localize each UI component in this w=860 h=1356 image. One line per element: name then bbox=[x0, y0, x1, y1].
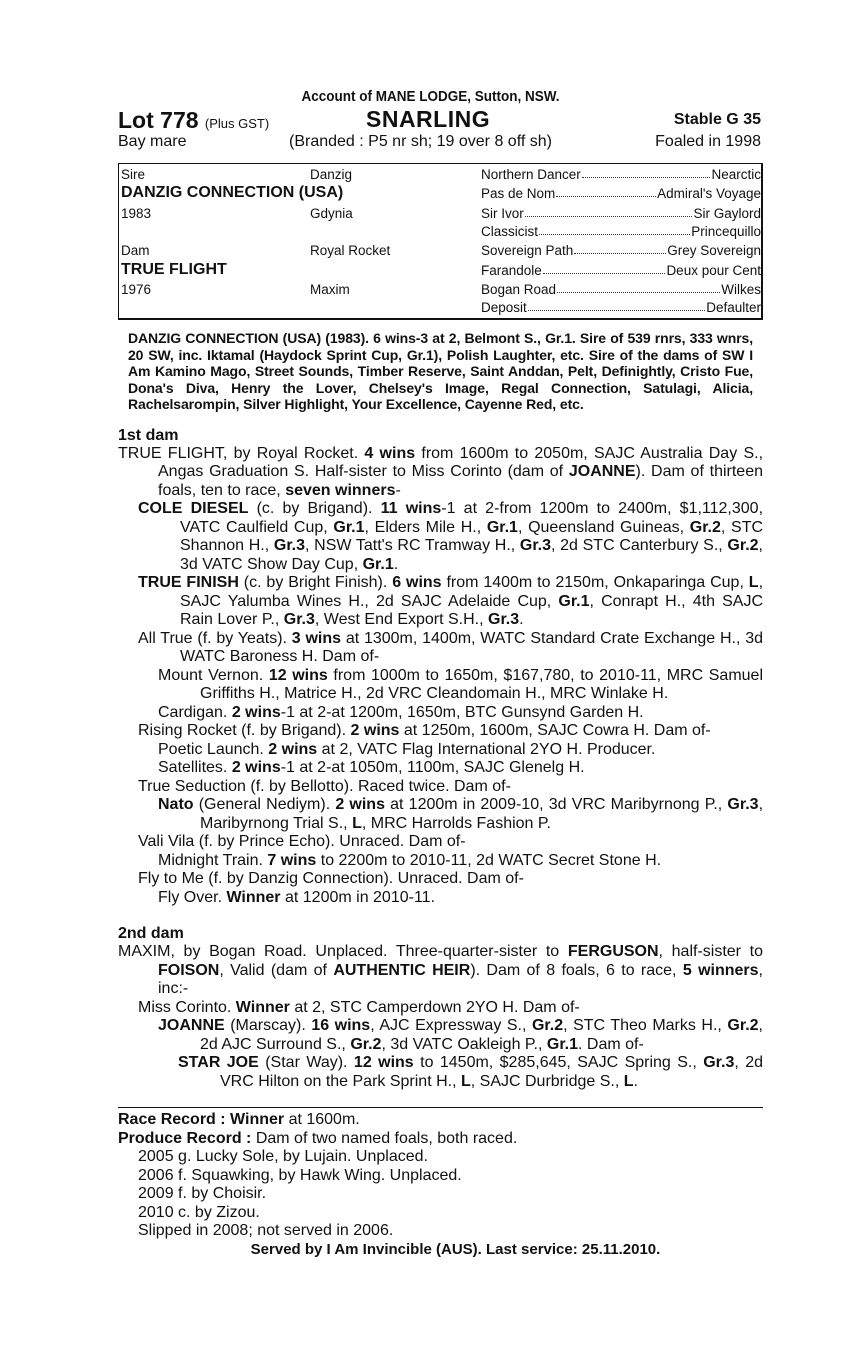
bold-text: 12 wins bbox=[353, 1054, 414, 1071]
ancestor-sire: Deux pour Cent bbox=[666, 263, 761, 278]
entry-text: , 3d VATC Show Day Cup, bbox=[180, 537, 763, 573]
pedigree-entry bbox=[118, 943, 763, 999]
ancestor-sire: Admiral's Voyage bbox=[657, 186, 761, 201]
entry-text: , SAJC Yalumba Wines H., 2d SAJC Adelaide Cup, bbox=[180, 574, 764, 610]
bold-text: COLE DIESEL bbox=[138, 500, 249, 517]
pedigree-entry bbox=[118, 796, 763, 833]
produce-list bbox=[118, 1148, 763, 1241]
bold-text: FERGUSON bbox=[567, 943, 659, 960]
pedigree-entry bbox=[118, 833, 763, 852]
entry-text: , inc:- bbox=[158, 961, 763, 997]
ancestor-row bbox=[481, 300, 761, 315]
ancestor-name: Bogan Road bbox=[481, 282, 557, 297]
dam-label: Dam bbox=[121, 243, 150, 258]
produce-item: 2005 g. Lucky Sole, by Lujain. Unplaced. bbox=[138, 1148, 428, 1165]
ancestor-row bbox=[481, 263, 761, 278]
ancestor-name: Sir Ivor bbox=[481, 206, 524, 221]
entry-text: -1 at 2-at 1050m, 1100m, SAJC Glenelg H. bbox=[280, 759, 585, 776]
bold-text: Gr.3 bbox=[273, 537, 306, 554]
bold-text: Gr.1 bbox=[362, 555, 394, 573]
vendor-account: Account of MANE LODGE, Sutton, NSW. bbox=[301, 88, 560, 105]
bold-text: Gr.3 bbox=[488, 611, 520, 628]
race-record-value: Winner bbox=[230, 1111, 285, 1128]
entry-text: TRUE FLIGHT, by Royal Rocket. bbox=[118, 444, 365, 462]
bold-text: L bbox=[623, 1072, 634, 1090]
bold-text: Gr.2 bbox=[689, 518, 721, 536]
entry-text: . bbox=[633, 1072, 638, 1090]
entry-text: to 1450m, $285,645, SAJC Spring S., bbox=[413, 1054, 704, 1071]
leader-dots bbox=[528, 300, 705, 311]
bold-text: Gr.2 bbox=[727, 1017, 759, 1034]
entry-text: at 1200m in 2009-10, 3d VRC Maribyrnong P., bbox=[384, 796, 728, 813]
bold-text: L bbox=[352, 814, 362, 832]
race-record-label: Race Record : bbox=[118, 1111, 231, 1128]
entry-text: (c. by Brigand). bbox=[248, 500, 381, 517]
bold-text: TRUE FINISH bbox=[138, 574, 239, 591]
produce-item: 2009 f. by Choisir. bbox=[138, 1185, 267, 1202]
entry-text: Midnight Train. bbox=[158, 851, 268, 869]
entry-text: Cardigan. bbox=[158, 703, 232, 721]
entry-text: - bbox=[395, 481, 401, 499]
leader-dots bbox=[543, 263, 666, 274]
pedigree-entry bbox=[118, 574, 763, 630]
brand-marks: (Branded : P5 nr sh; 19 over 8 off sh) bbox=[289, 133, 552, 150]
ancestor-row bbox=[481, 206, 761, 221]
ancestor-name: Classicist bbox=[481, 224, 539, 239]
entry-text: . bbox=[519, 611, 524, 628]
entry-text: , 2d VRC Hilton on the Park Sprint H., bbox=[220, 1054, 764, 1090]
entry-text: True Seduction (f. by Bellotto). Raced twice. Dam of- bbox=[138, 777, 511, 795]
produce-item: 2010 c. by Zizou. bbox=[138, 1203, 260, 1221]
bold-text: 5 winners bbox=[682, 961, 759, 979]
sire-year: 1983 bbox=[121, 206, 152, 221]
ancestor-row bbox=[481, 282, 761, 297]
entry-text: ). Dam of thirteen foals, ten to race, bbox=[158, 463, 763, 499]
entry-text: (Marscay). bbox=[224, 1017, 312, 1034]
entry-text: Miss Corinto. bbox=[138, 998, 236, 1016]
entry-text: at 2, STC Camperdown 2YO H. Dam of- bbox=[289, 998, 580, 1016]
entry-text: , Elders Mile H., bbox=[364, 518, 487, 536]
catalogue-page bbox=[118, 88, 763, 1259]
served-by: Served by I Am Invincible (AUS). Last service: 25.11.2010. bbox=[250, 1240, 661, 1258]
pedigree-entry bbox=[118, 741, 763, 760]
bold-text: 6 wins bbox=[392, 574, 442, 591]
sire-dam: Gdynia bbox=[310, 206, 353, 221]
entry-text: MAXIM, by Bogan Road. Unplaced. Three-quarter-sister to bbox=[118, 943, 568, 960]
ancestor-name: Sovereign Path bbox=[481, 243, 574, 258]
ancestor-row bbox=[481, 224, 761, 239]
pedigree-entry bbox=[118, 778, 763, 797]
ancestor-name: Deposit bbox=[481, 300, 527, 315]
ancestor-row bbox=[481, 186, 761, 201]
bold-text: 3 wins bbox=[291, 629, 342, 647]
horse-name: SNARLING bbox=[366, 106, 491, 132]
pedigree-entry bbox=[118, 889, 763, 908]
horse-description: Bay mare bbox=[118, 133, 187, 150]
entry-text: to 2200m to 2010-11, 2d WATC Secret Stone H. bbox=[316, 851, 662, 869]
dam-dam: Maxim bbox=[310, 282, 350, 297]
pedigree-entry bbox=[118, 1017, 763, 1054]
bold-text: Winner bbox=[226, 888, 281, 906]
ancestor-sire: Grey Sovereign bbox=[667, 243, 761, 258]
entry-text: , Conrapt H., 4th SAJC Rain Lover P., bbox=[180, 592, 763, 628]
lot-number bbox=[118, 107, 269, 134]
entry-text: from 1000m to 1650m, $167,780, to 2010-11, MRC Samuel Griffiths H., Matrice H., 2d VRC Cleandomain H., MRC Winlake H. bbox=[200, 666, 764, 702]
ancestor-sire: Sir Gaylord bbox=[693, 206, 761, 221]
bold-text: Gr.3 bbox=[283, 611, 315, 628]
sire-label: Sire bbox=[121, 167, 146, 182]
sire-paragraph: DANZIG CONNECTION (USA) (1983). 6 wins-3 at 2, Belmont S., Gr.1. Sire of 539 rnrs, 333 wnrs, 20 SW, inc. Iktamal (Haydock Sprint Cup, Gr.1), Polish Laughter, etc. Sire of the dams of SW I Am Kamino Mago, Street Sounds, Timber Reserve, Saint Anddan, Pelt, Definightly, Cristo Fue, Dona's Diva, Henry the Lover, Chelsey's Image, Regal Connection, Satulagi, Alicia, Rachelsarompin, Silver Highlight, Your Excellence, Cayenne Red, etc. bbox=[128, 330, 753, 412]
leader-dots bbox=[539, 224, 690, 235]
leader-dots bbox=[557, 282, 720, 293]
pedigree-entry bbox=[118, 999, 763, 1018]
bold-text: Gr.2 bbox=[531, 1017, 564, 1034]
leader-dots bbox=[582, 167, 711, 178]
produce-item: 2006 f. Squawking, by Hawk Wing. Unplaced. bbox=[138, 1166, 462, 1184]
lot-header bbox=[118, 107, 763, 133]
ancestor-sire: Princequillo bbox=[691, 224, 761, 239]
bold-text: AUTHENTIC HEIR bbox=[333, 961, 471, 979]
entry-text: (General Nediym). bbox=[193, 796, 336, 813]
bold-text: 2 wins bbox=[350, 722, 400, 739]
bold-text: 2 wins bbox=[335, 796, 385, 813]
entry-text: , West End Export S.H., bbox=[314, 611, 489, 628]
entry-text: . bbox=[393, 555, 399, 573]
dam-name: TRUE FLIGHT bbox=[121, 261, 227, 278]
bold-text: Gr.1 bbox=[558, 592, 590, 610]
leader-dots bbox=[525, 206, 693, 217]
entry-text: from 1400m to 2150m, Onkaparinga Cup, bbox=[441, 574, 749, 591]
bold-text: Gr.2 bbox=[350, 1035, 382, 1053]
section-divider bbox=[118, 1107, 763, 1108]
entry-text: , 3d VATC Oakleigh P., bbox=[381, 1035, 547, 1053]
leader-dots bbox=[556, 186, 656, 197]
ancestor-row bbox=[481, 243, 761, 258]
pedigree-entry bbox=[118, 630, 763, 667]
pedigree-entry bbox=[118, 500, 763, 574]
bold-text: Gr.1 bbox=[546, 1035, 579, 1053]
ancestor-sire: Nearctic bbox=[711, 167, 761, 182]
pedigree-entry bbox=[118, 1054, 763, 1091]
entry-text: Fly Over. bbox=[158, 888, 227, 906]
entry-text: , STC Theo Marks H., bbox=[563, 1017, 728, 1034]
pedigree-entry bbox=[118, 722, 763, 741]
pedigree-entry bbox=[118, 445, 763, 501]
entry-text: Satellites. bbox=[158, 759, 232, 776]
ancestor-name: Northern Dancer bbox=[481, 167, 581, 182]
pedigree-entry bbox=[118, 667, 763, 704]
pedigree-entry bbox=[118, 704, 763, 723]
entry-text: . Dam of- bbox=[578, 1035, 644, 1053]
produce-item: Slipped in 2008; not served in 2006. bbox=[138, 1222, 394, 1239]
entry-text: Vali Vila (f. by Prince Echo). Unraced. Dam of- bbox=[138, 833, 466, 850]
produce-record bbox=[118, 1130, 763, 1149]
entry-text: , AJC Expressway S., bbox=[370, 1017, 532, 1034]
bold-text: L bbox=[460, 1072, 471, 1090]
bold-text: 12 wins bbox=[268, 666, 328, 684]
pedigree-table bbox=[118, 163, 763, 320]
entry-text: , Maribyrnong Trial S., bbox=[200, 796, 764, 832]
entry-text: , STC Shannon H., bbox=[180, 518, 764, 554]
first-dam-section bbox=[118, 445, 763, 908]
entry-text: , half-sister to bbox=[658, 943, 764, 960]
entry-text: All True (f. by Yeats). bbox=[138, 629, 292, 647]
entry-text: , SAJC Durbridge S., bbox=[470, 1072, 624, 1090]
entry-text: at 2, VATC Flag International 2YO H. Producer. bbox=[317, 740, 656, 758]
race-record bbox=[118, 1111, 763, 1130]
entry-text: at 1300m, 1400m, WATC Standard Crate Exchange H., 3d WATC Baroness H. Dam of- bbox=[180, 629, 764, 665]
ancestor-row bbox=[481, 167, 761, 182]
bold-text: Nato bbox=[158, 796, 194, 813]
entry-text: Poetic Launch. bbox=[158, 740, 269, 758]
bold-text: Gr.3 bbox=[519, 537, 552, 554]
bold-text: seven winners bbox=[285, 481, 396, 499]
entry-text: , 2d STC Canterbury S., bbox=[551, 537, 728, 554]
bold-text: 7 wins bbox=[267, 851, 317, 869]
ancestor-name: Farandole bbox=[481, 263, 542, 278]
entry-text: , Queensland Guineas, bbox=[517, 518, 690, 536]
entry-text: ). Dam of 8 foals, 6 to race, bbox=[470, 961, 683, 979]
entry-text: -1 at 2-at 1200m, 1650m, BTC Gunsynd Garden H. bbox=[280, 703, 644, 721]
sire-sire: Danzig bbox=[310, 167, 353, 182]
bold-text: 2 wins bbox=[268, 740, 318, 758]
second-dam-heading: 2nd dam bbox=[118, 925, 184, 942]
bold-text: 16 wins bbox=[311, 1017, 371, 1034]
stable-location: Stable G 35 bbox=[673, 111, 761, 128]
second-dam-section bbox=[118, 943, 763, 1091]
dam-year: 1976 bbox=[121, 282, 152, 297]
bold-text: JOANNE bbox=[568, 463, 636, 480]
bold-text: Gr.3 bbox=[703, 1054, 735, 1071]
ancestor-sire: Wilkes bbox=[721, 282, 761, 297]
bold-text: 4 wins bbox=[364, 444, 416, 462]
entry-text: , MRC Harrolds Fashion P. bbox=[361, 814, 551, 832]
first-dam-heading: 1st dam bbox=[118, 426, 179, 444]
pedigree-entry bbox=[118, 852, 763, 871]
lot-label: Lot 778 bbox=[118, 107, 199, 133]
entry-text: Fly to Me (f. by Danzig Connection). Unraced. Dam of- bbox=[138, 870, 524, 887]
entry-text: at 1250m, 1600m, SAJC Cowra H. Dam of- bbox=[399, 722, 711, 739]
entry-text: Mount Vernon. bbox=[158, 666, 269, 684]
entry-text: , NSW Tatt's RC Tramway H., bbox=[305, 537, 520, 554]
entry-text: , 2d AJC Surround S., bbox=[200, 1017, 763, 1053]
entry-text: , Valid (dam of bbox=[219, 961, 334, 979]
bold-text: Gr.1 bbox=[333, 518, 365, 536]
ancestor-sire: Defaulter bbox=[706, 300, 761, 315]
horse-details bbox=[118, 133, 763, 155]
foaled-year: Foaled in 1998 bbox=[655, 133, 761, 150]
bold-text: L bbox=[748, 574, 759, 591]
bold-text: 11 wins bbox=[380, 500, 442, 517]
leader-dots bbox=[574, 243, 666, 254]
bold-text: JOANNE bbox=[158, 1017, 225, 1034]
bold-text: FOISON bbox=[158, 961, 220, 979]
lot-note: (Plus GST) bbox=[204, 116, 270, 131]
race-record-detail: at 1600m. bbox=[284, 1111, 360, 1128]
bold-text: 2 wins bbox=[231, 759, 281, 776]
entry-text: at 1200m in 2010-11. bbox=[280, 888, 436, 906]
bold-text: Gr.3 bbox=[727, 796, 759, 813]
entry-text: (Star Way). bbox=[258, 1054, 354, 1071]
pedigree-entry bbox=[118, 870, 763, 889]
produce-record-label: Produce Record : bbox=[118, 1129, 256, 1147]
records-section bbox=[118, 1111, 763, 1259]
entry-text: -1 at 2-from 1200m to 2400m, $1,112,300, VATC Caulfield Cup, bbox=[180, 500, 764, 536]
bold-text: Gr.2 bbox=[727, 537, 759, 554]
pedigree-entry bbox=[118, 759, 763, 778]
dam-sire: Royal Rocket bbox=[310, 243, 391, 258]
bold-text: STAR JOE bbox=[178, 1054, 259, 1071]
bold-text: 2 wins bbox=[231, 703, 281, 721]
entry-text: from 1600m to 2050m, SAJC Australia Day S., Angas Graduation S. Half-sister to Miss Corinto (dam of bbox=[158, 444, 764, 480]
entry-text: (c. by Bright Finish). bbox=[238, 574, 393, 591]
entry-text: Rising Rocket (f. by Brigand). bbox=[138, 722, 351, 739]
bold-text: Winner bbox=[235, 998, 290, 1016]
bold-text: Gr.1 bbox=[486, 518, 518, 536]
sire-name: DANZIG CONNECTION (USA) bbox=[121, 184, 344, 201]
ancestor-name: Pas de Nom bbox=[481, 186, 556, 201]
produce-record-value: Dam of two named foals, both raced. bbox=[255, 1129, 518, 1147]
